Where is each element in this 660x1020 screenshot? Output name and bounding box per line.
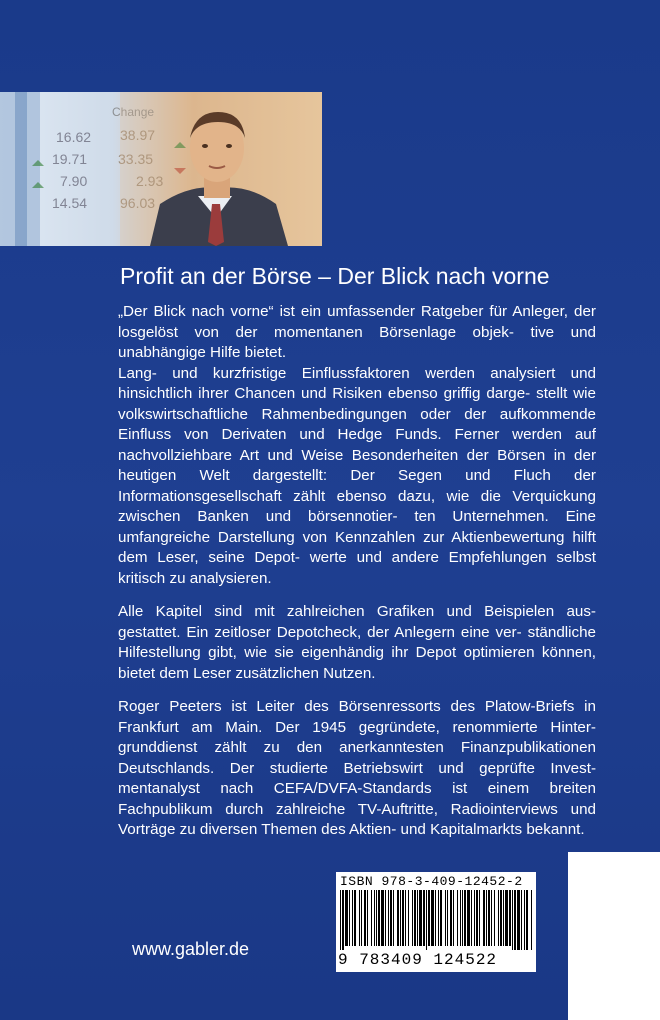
- barcode-bar: [509, 890, 511, 946]
- text-line: ständliche Hilfestellung gibt, wie sie eigenhändig ihr Depot: [118, 623, 596, 661]
- ticker-text: Change: [112, 105, 155, 119]
- barcode-bar: [405, 890, 406, 946]
- barcode-bar: [440, 890, 442, 946]
- barcode-bar: [503, 890, 504, 946]
- text-line: stellt wie volkswirtschaftliche Rahmenbedingungen oder der: [118, 385, 596, 423]
- barcode-bar: [354, 890, 356, 946]
- text-line: werte und andere Empfehlungen selbst kritisch zu analysieren.: [118, 549, 596, 587]
- text-line: optimieren können, bietet dem Leser zusätzlichen Nutzen.: [118, 644, 596, 682]
- ticker-text: 7.90: [60, 173, 88, 189]
- blurb-paragraph-description: [118, 302, 596, 589]
- barcode-bar: [486, 890, 487, 946]
- ticker-text: 96.03: [120, 195, 156, 211]
- barcode-bar: [453, 890, 454, 946]
- barcode-bar: [402, 890, 404, 946]
- barcode-bar: [464, 890, 466, 946]
- barcode-bar: [345, 890, 348, 946]
- barcode-bar: [494, 890, 495, 946]
- spine-label-area: [568, 852, 660, 1020]
- barcode-bar: [361, 890, 362, 946]
- barcode-bar: [352, 890, 353, 946]
- text-line: grunddienst zählt zu den anerkanntesten Finanzpublikationen: [118, 739, 596, 756]
- barcode-bar: [491, 890, 492, 946]
- barcode-bar: [498, 890, 499, 946]
- barcode-bar: [378, 890, 380, 946]
- text-line: aufkommende Einfluss von Derivaten und Hedge Funds.: [118, 405, 596, 443]
- barcode-bar: [367, 890, 368, 946]
- ticker-text: 14.54: [52, 195, 88, 211]
- barcode-bar: [340, 890, 341, 950]
- barcode-bar: [390, 890, 392, 946]
- barcode-bar: [417, 890, 418, 946]
- barcode-bar: [393, 890, 394, 946]
- ticker-text: 16.62: [56, 129, 92, 145]
- text-line: und Vorträge zu diversen Themen des Aktien- und Kapitalmarkts: [118, 800, 596, 838]
- text-line: Fachpublikum durch zahlreiche TV-Auftritte, Radiointerviews: [118, 800, 558, 818]
- text-line: Ferner werden auf nachvollziehbare Art und Weise: [118, 426, 596, 464]
- cover-photo: [0, 92, 322, 246]
- barcode-bar: [517, 890, 520, 950]
- text-line: Der Segen und Fluch der Informationsgesellschaft zählt ebenso: [118, 467, 596, 505]
- text-line: Anleger, der losgelöst von der momentanen Börsenlage objek-: [118, 303, 596, 341]
- barcode-bar: [457, 890, 458, 946]
- isbn-barcode: [336, 872, 536, 972]
- barcode-bar: [521, 890, 522, 950]
- barcode-bar: [524, 890, 525, 950]
- text-line: Alle Kapitel sind mit zahlreichen Grafiken und Beispielen aus-: [118, 603, 596, 620]
- publisher-website: www.gabler.de: [132, 939, 250, 959]
- text-line: tive und unabhängige Hilfe bietet.: [118, 323, 596, 361]
- barcode-bar: [438, 890, 439, 946]
- barcode-bar: [414, 890, 416, 946]
- barcode-bar: [483, 890, 485, 946]
- barcode-bar: [385, 890, 386, 946]
- barcode-bar: [431, 890, 434, 946]
- barcode-bar: [450, 890, 452, 946]
- barcode-bar: [462, 890, 463, 946]
- barcode-bar: [374, 890, 375, 946]
- barcode-bars: [338, 890, 534, 950]
- barcode-bar: [488, 890, 490, 946]
- barcode-bar: [479, 890, 480, 946]
- barcode-bar: [412, 890, 413, 946]
- barcode-bar: [381, 890, 384, 946]
- text-line: Lang- und kurzfristige Einflussfaktoren werden analysiert und: [118, 364, 596, 382]
- barcode-bar: [376, 890, 377, 946]
- barcode-bar: [388, 890, 389, 946]
- isbn-label: ISBN 978-3-409-12452-2: [340, 874, 523, 889]
- barcode-bar: [428, 890, 430, 946]
- blurb-paragraph-author: [118, 697, 596, 841]
- barcode-bar: [435, 890, 436, 946]
- text-line: bekannt.: [526, 821, 585, 838]
- barcode-bar: [445, 890, 446, 946]
- barcode-bar: [476, 890, 478, 946]
- text-line: „Der Blick nach vorne“ ist ein umfassender Ratgeber für: [118, 303, 508, 320]
- barcode-bar: [397, 890, 399, 946]
- ticker-text: 38.97: [120, 127, 156, 143]
- barcode-bar: [460, 890, 461, 946]
- barcode-bar: [364, 890, 366, 946]
- barcode-bar: [531, 890, 532, 950]
- text-line: gestattet. Ein zeitloser Depotcheck, der Anlegern eine ver-: [118, 623, 522, 641]
- text-line: dazu, wie die Verquickung zwischen Banken und börsennotier-: [118, 487, 596, 525]
- ticker-text: 33.35: [118, 151, 154, 167]
- barcode-bar: [505, 890, 508, 946]
- barcode-bar: [426, 890, 427, 950]
- barcode-bar: [371, 890, 372, 946]
- barcode-bar: [526, 890, 528, 950]
- ean-number: 9 783409 124522: [338, 951, 498, 969]
- barcode-bar: [512, 890, 513, 950]
- barcode-bar: [467, 890, 470, 946]
- text-line: Roger Peeters ist Leiter des Börsenressorts des Platow-Briefs in: [118, 698, 596, 715]
- text-line: ten Unternehmen. Eine umfangreiche Darstellung von: [118, 508, 596, 546]
- text-line: Besonderheiten der Börsen in der heutigen Welt dargestellt:: [118, 446, 596, 484]
- barcode-bar: [500, 890, 502, 946]
- text-line: Deutschlands. Der studierte Betriebswirt und geprüfte Invest-: [118, 759, 596, 777]
- ticker-text: 2.93: [136, 173, 164, 189]
- barcode-bar: [471, 890, 472, 946]
- stock-ticker-businessman-image: [0, 92, 322, 246]
- text-line: Frankfurt am Main. Der 1945 gegründete, renommierte Hinter-: [118, 718, 596, 736]
- blurb-paragraph-features: [118, 602, 596, 684]
- barcode-bar: [400, 890, 401, 946]
- text-line: Kennzahlen zur Aktienbewertung hilft dem Leser, seine Depot-: [118, 528, 596, 566]
- barcode-bar: [419, 890, 422, 946]
- blurb: [118, 302, 596, 841]
- barcode-bar: [342, 890, 344, 950]
- barcode-bar: [349, 890, 350, 946]
- barcode-bar: [359, 890, 360, 946]
- barcode-bar: [423, 890, 425, 946]
- barcode-bar: [514, 890, 516, 950]
- text-line: mentanalyst nach CEFA/DVFA-Standards ist einem breiten: [118, 780, 596, 797]
- barcode-bar: [408, 890, 409, 946]
- book-title: Profit an der Börse – Der Blick nach vorne: [120, 263, 550, 289]
- barcode-bar: [447, 890, 448, 946]
- barcode-bar: [474, 890, 475, 946]
- text-line: hinsichtlich ihrer Chancen und Risiken ebenso griffig darge-: [118, 385, 531, 402]
- ticker-text: 19.71: [52, 151, 88, 167]
